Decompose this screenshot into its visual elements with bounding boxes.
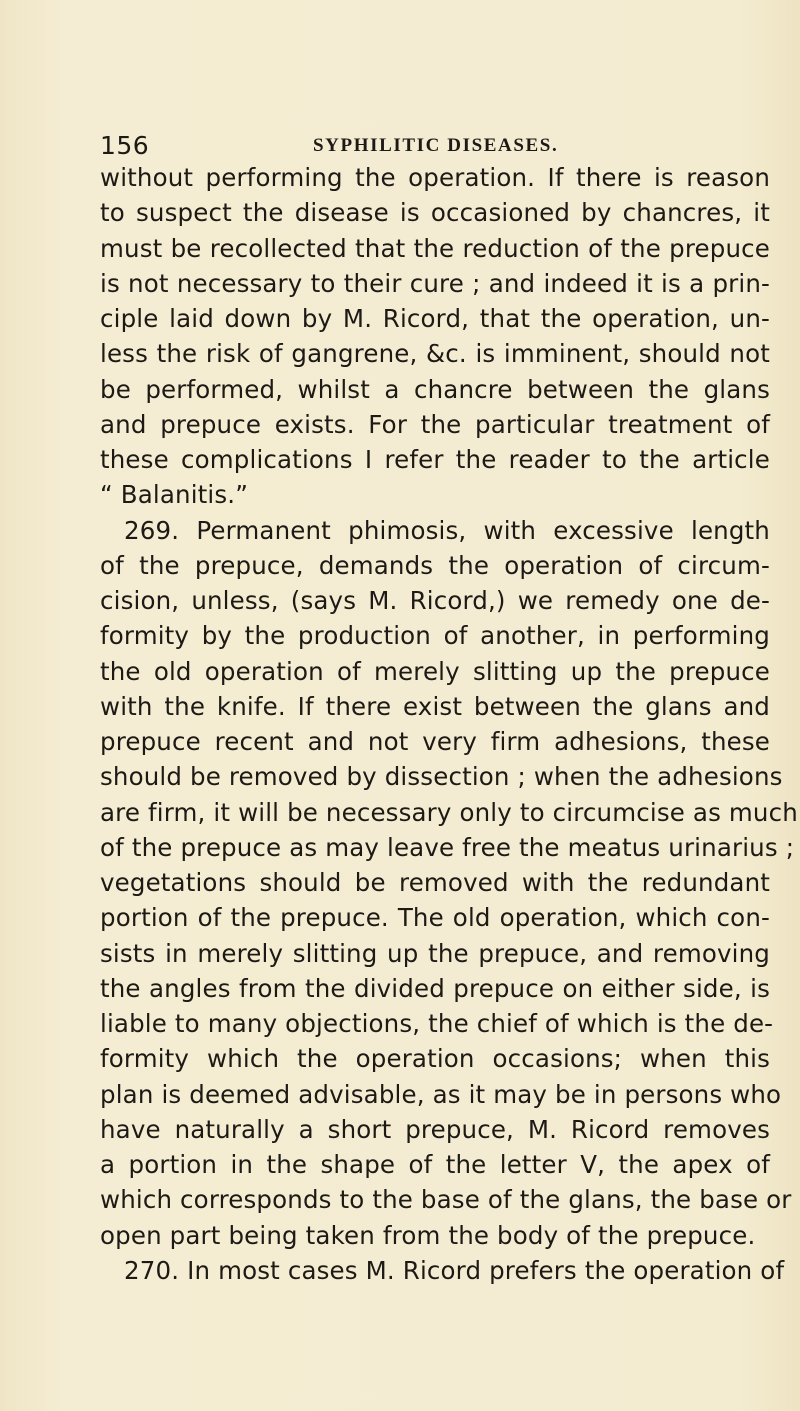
text-line: should be removed by dissection ; when the adhesions <box>100 762 783 792</box>
text-line: cision, unless, (says M. Ricord,) we remedy one de- <box>100 586 770 615</box>
text-line: 270. In most cases M. Ricord prefers the operation of <box>124 1255 785 1285</box>
page-number: 156 <box>100 131 150 160</box>
text-line: with the knife. If there exist between the glans and <box>100 691 770 721</box>
text-line: of the prepuce, demands the operation of circum- <box>100 550 770 580</box>
text-line: must be recollected that the reduction of the prepuce <box>100 233 770 263</box>
text-line: without performing the operation. If there is reason <box>100 163 770 192</box>
text-line: liable to many objections, the chief of which is the de- <box>100 1009 774 1038</box>
text-line: 269. Permanent phimosis, with excessive length <box>124 515 770 545</box>
text-line: which corresponds to the base of the glans, the base or <box>100 1185 792 1215</box>
text-line: are firm, it will be necessary only to circumcise as much <box>100 797 798 827</box>
text-line: formity which the operation occasions; when this <box>100 1044 770 1074</box>
text-line: sists in merely slitting up the prepuce, and removing <box>100 938 770 968</box>
body-text <box>100 160 798 1288</box>
text-line: to suspect the disease is occasioned by chancres, it <box>100 198 770 228</box>
text-line: less the risk of gangrene, &c. is imminent, should not <box>100 339 770 369</box>
text-line: be performed, whilst a chancre between the glans <box>100 374 770 404</box>
text-line: these complications I refer the reader to the article <box>100 445 770 474</box>
text-line: have naturally a short prepuce, M. Ricord removes <box>100 1114 770 1144</box>
text-line: plan is deemed advisable, as it may be in persons who <box>100 1079 782 1109</box>
text-line: portion of the prepuce. The old operation, which con- <box>100 903 770 933</box>
text-line: prepuce recent and not very firm adhesions, these <box>100 727 770 756</box>
text-line: of the prepuce as may leave free the meatus urinarius ; <box>100 832 795 862</box>
text-line: a portion in the shape of the letter V, the apex of <box>100 1150 770 1179</box>
text-line: and prepuce exists. For the particular treatment of <box>100 409 770 439</box>
text-line: the old operation of merely slitting up the prepuce <box>100 656 770 686</box>
running-head <box>0 131 800 163</box>
text-line: open part being taken from the body of the prepuce. <box>100 1220 756 1250</box>
text-line: ciple laid down by M. Ricord, that the operation, un- <box>100 304 770 333</box>
text-line: “ Balanitis.” <box>100 480 249 510</box>
text-line: is not necessary to their cure ; and indeed it is a prin- <box>100 268 770 298</box>
text-line: the angles from the divided prepuce on either side, is <box>100 973 770 1003</box>
text-line: vegetations should be removed with the redundant <box>100 868 770 897</box>
running-title: SYPHILITIC DISEASES. <box>313 135 559 156</box>
text-line: formity by the production of another, in performing <box>100 621 770 651</box>
